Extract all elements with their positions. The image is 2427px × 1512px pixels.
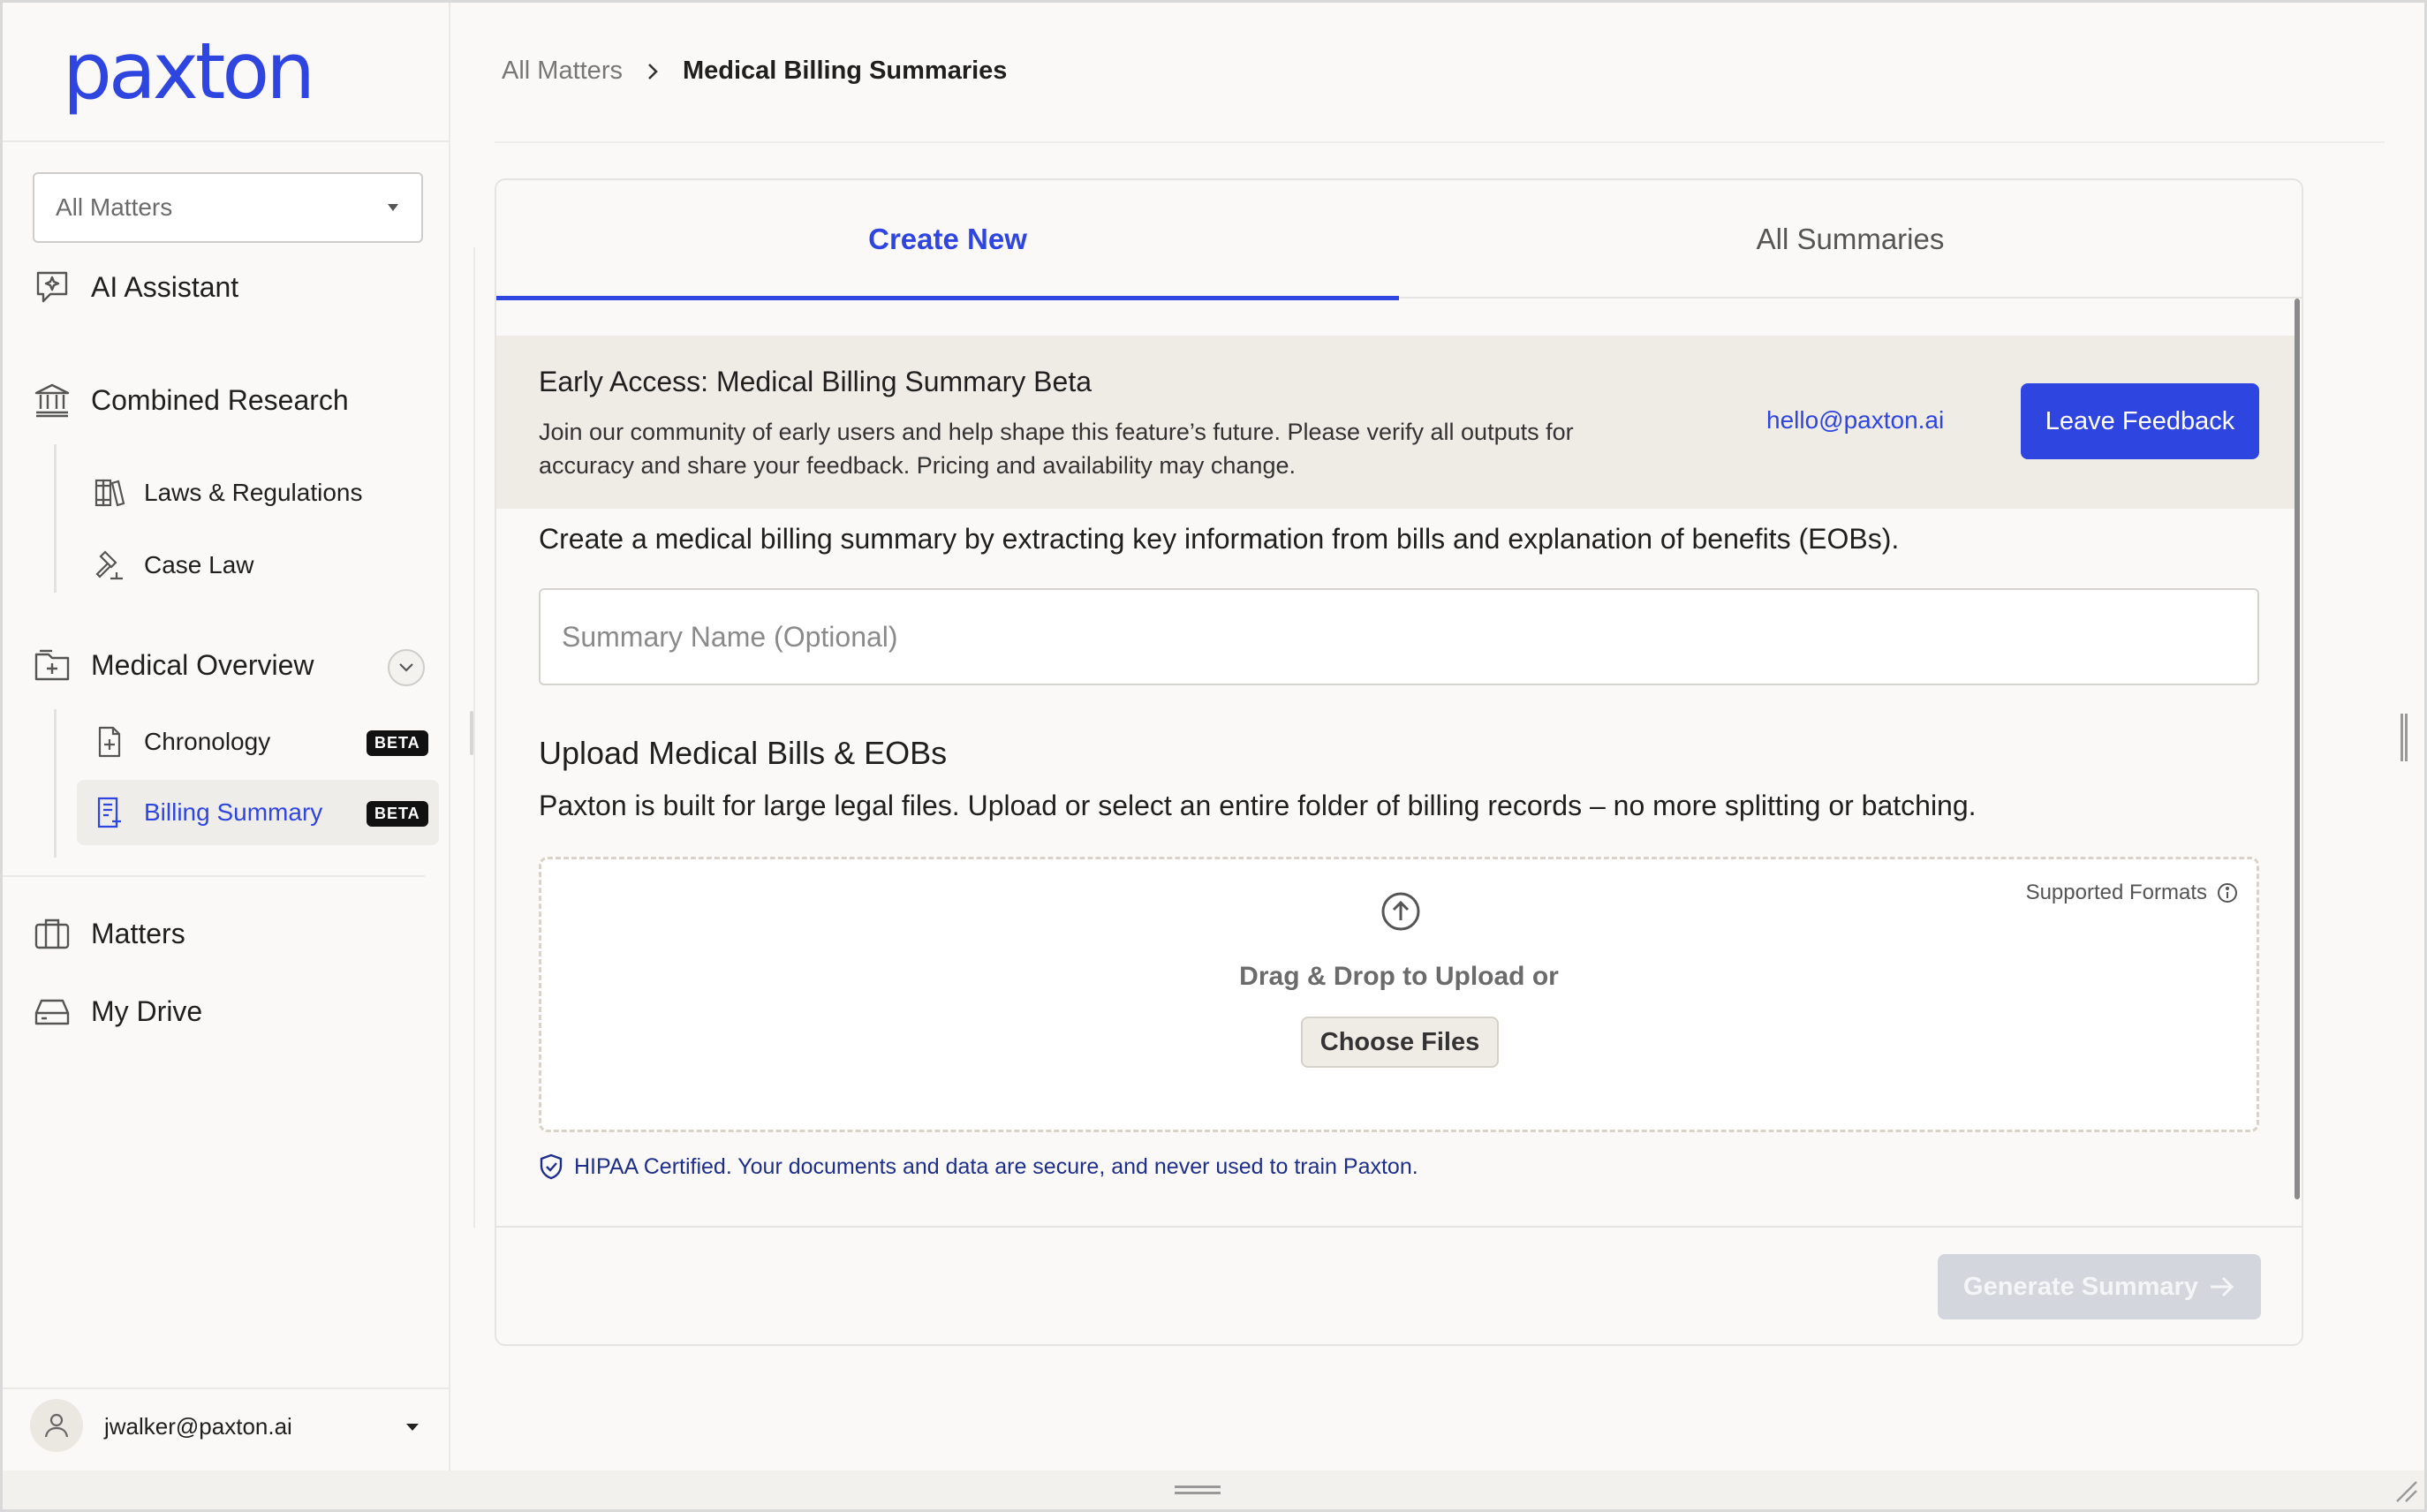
panel-divider: [473, 247, 475, 1228]
scrollbar[interactable]: [2295, 299, 2300, 1199]
file-dropzone[interactable]: [539, 857, 2259, 1132]
generate-summary-label: Generate Summary: [1963, 1272, 2198, 1301]
nav-laws-regulations[interactable]: [93, 476, 362, 510]
drive-icon: [33, 992, 72, 1031]
nav-label: AI Assistant: [91, 270, 239, 303]
tree-line: [54, 444, 57, 593]
drag-drop-text: Drag & Drop to Upload or: [1239, 962, 1559, 991]
feedback-email-link[interactable]: hello@paxton.ai: [1766, 406, 1945, 434]
gavel-icon: [93, 548, 126, 582]
intro-text: Create a medical billing summary by extracting key information from bills and explanation of benefits (EOBs).: [539, 523, 1900, 555]
upload-title: Upload Medical Bills & EOBs: [539, 735, 948, 771]
nav-combined-research[interactable]: [33, 381, 349, 420]
info-icon: [2216, 881, 2239, 904]
user-icon: [42, 1410, 72, 1440]
caret-down-icon: [388, 204, 398, 211]
avatar[interactable]: [30, 1399, 83, 1452]
resize-corner-icon[interactable]: [2393, 1478, 2418, 1503]
bank-icon: [33, 381, 72, 420]
chevron-right-icon: [647, 63, 658, 80]
divider: [495, 141, 2385, 143]
banner-body: Join our community of early users and help shape this feature’s future. Please verify all outputs for accuracy and share your feedback. Pricing and availability may change.: [539, 419, 1574, 479]
upload-description: Paxton is built for large legal files. Upload or select an entire folder of billing records – no more splitting or batching.: [539, 790, 1977, 821]
choose-files-button[interactable]: Choose Files: [1301, 1017, 1499, 1068]
caret-down-icon[interactable]: [406, 1424, 419, 1431]
summary-card: [495, 178, 2303, 1346]
summary-name-input[interactable]: [539, 588, 2259, 685]
breadcrumb-current: Medical Billing Summaries: [682, 57, 1008, 85]
panel-resize-handle[interactable]: [2401, 714, 2408, 761]
nav-label: Matters: [91, 917, 185, 949]
supported-formats-label: Supported Formats: [2025, 881, 2207, 904]
nav-case-law[interactable]: [93, 548, 254, 582]
collapse-toggle[interactable]: [388, 649, 425, 686]
nav-label: Billing Summary: [144, 798, 323, 826]
nav-label: My Drive: [91, 994, 203, 1027]
tree-line: [54, 709, 57, 858]
nav-my-drive[interactable]: [33, 992, 202, 1031]
nav-billing-summary[interactable]: [93, 796, 322, 829]
nav-label: Laws & Regulations: [144, 479, 363, 506]
breadcrumb: [502, 57, 1007, 86]
arrow-right-icon: [2209, 1275, 2235, 1298]
matter-select-value: All Matters: [56, 193, 173, 221]
nav-chronology[interactable]: [93, 725, 270, 759]
nav-label: Combined Research: [91, 383, 349, 416]
supported-formats[interactable]: [2026, 881, 2239, 905]
chevron-down-icon: [397, 662, 415, 673]
banner-title: Early Access: Medical Billing Summary Beta: [539, 366, 1092, 397]
nav-label: Chronology: [144, 728, 271, 755]
medical-folder-icon: [33, 646, 72, 684]
nav-label: Case Law: [144, 551, 254, 578]
medical-document-icon: [93, 725, 126, 759]
nav-label: Medical Overview: [91, 648, 314, 681]
tab-all-summaries[interactable]: All Summaries: [1756, 223, 1945, 255]
paxton-logo[interactable]: paxton: [63, 26, 312, 117]
leave-feedback-button[interactable]: Leave Feedback: [2021, 383, 2259, 459]
nav-ai-assistant[interactable]: [33, 268, 238, 306]
divider: [3, 875, 425, 877]
early-access-banner: [496, 336, 2295, 509]
beta-badge: BETA: [367, 730, 428, 756]
upload-arrow-icon: [1380, 891, 1421, 932]
nav-medical-overview[interactable]: [33, 646, 314, 684]
hipaa-text: HIPAA Certified. Your documents and data are secure, and never used to train Paxton.: [574, 1153, 1418, 1179]
briefcase-icon: [33, 914, 72, 953]
bottom-resize-handle[interactable]: [1175, 1486, 1221, 1494]
user-email[interactable]: jwalker@paxton.ai: [104, 1413, 292, 1440]
ai-chat-icon: [33, 268, 72, 306]
billing-document-icon: [93, 796, 126, 829]
sidebar: [3, 3, 450, 1470]
beta-badge: BETA: [367, 801, 428, 827]
divider: [496, 1226, 2302, 1228]
hipaa-notice: [539, 1153, 1418, 1180]
shield-check-icon: [539, 1153, 563, 1180]
breadcrumb-root[interactable]: All Matters: [502, 57, 623, 85]
generate-summary-button[interactable]: [1938, 1254, 2261, 1319]
nav-matters[interactable]: [33, 914, 185, 953]
divider: [3, 140, 449, 142]
tab-create-new[interactable]: Create New: [496, 180, 1399, 299]
books-icon: [93, 476, 126, 510]
sidebar-resize-handle[interactable]: [470, 711, 473, 755]
tab-bar: [496, 180, 2302, 299]
matter-select[interactable]: [33, 172, 423, 243]
